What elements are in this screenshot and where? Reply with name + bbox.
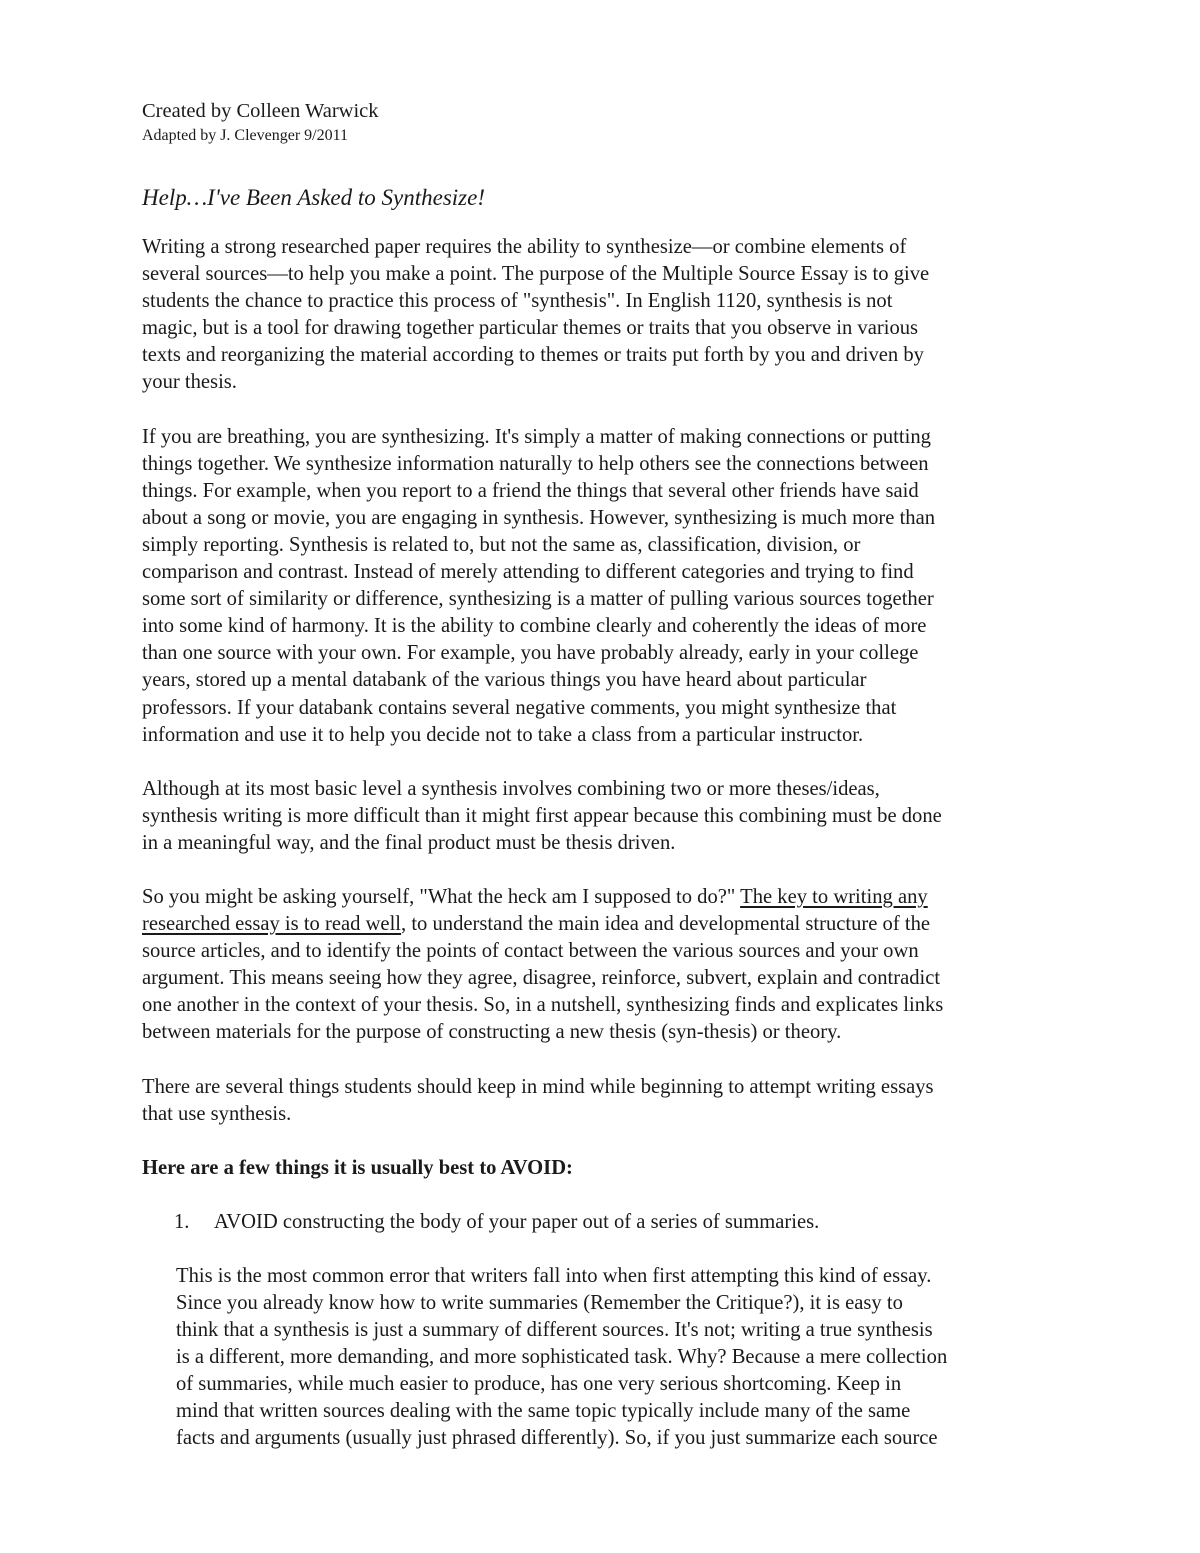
paragraph-key-intro: So you might be asking yourself, "What the heck am I supposed to do?"	[142, 885, 741, 908]
paragraph-basic-level: Although at its most basic level a synthesis involves combining two or more theses/ideas, synthesis writing is more difficult than it might first appear because this combining must be done in a meaningful way, and the final product must be thesis driven.	[142, 777, 942, 854]
paragraph-intro: Writing a strong researched paper requires the ability to synthesize—or combine elements of several sources—to help you make a point. The purpose of the Multiple Source Essay is to give students the chance to practice this process of "synthesis". In English 1120, synthesis is not magic, but is a tool for drawing together particular themes or traits that you observe in various texts and reorganizing the material according to themes or traits put forth by you and driven by your thesis.	[142, 236, 930, 394]
list-item	[142, 1209, 1067, 1236]
list-item-text: AVOID constructing the body of your paper out of a series of summaries.	[214, 1210, 820, 1233]
list-item-number: 1.	[174, 1210, 190, 1233]
avoid-heading: Here are a few things it is usually best to AVOID:	[142, 1156, 573, 1179]
avoid-list	[142, 1209, 1067, 1236]
key-phrase-underlined-1: The key to writing any	[740, 885, 928, 908]
document-title: Help…I've Been Asked to Synthesize!	[142, 185, 485, 210]
document-content	[142, 98, 1067, 1473]
author-line: Created by Colleen Warwick	[142, 100, 379, 122]
paragraph-several-things: There are several things students should keep in mind while beginning to attempt writing essays that use synthesis.	[142, 1075, 934, 1125]
adapted-line: Adapted by J. Clevenger 9/2011	[142, 127, 349, 144]
paragraph-key-rest-2: source articles, and to identify the points of contact between the various sources and your own argument. This means seeing how they agree, disagree, reinforce, subvert, explain and contradict one another in the context of your thesis. So, in a nutshell, synthesizing finds and explicates links between materials for the purpose of constructing a new thesis (syn-thesis) or theory.	[142, 940, 944, 1044]
paragraph-breathing: If you are breathing, you are synthesizing. It's simply a matter of making connections or putting things together. We synthesize information naturally to help others see the connections between things. For example, when you report to a friend the things that several other friends have said about a song or movie, you are engaging in synthesis. However, synthesizing is much more than simply reporting. Synthesis is related to, but not the same as, classification, division, or comparison and contrast. Instead of merely attending to different categories and trying to find some sort of similarity or difference, synthesizing is a matter of pulling various sources together into some kind of harmony. It is the ability to combine clearly and coherently the ideas of more than one source with your own. For example, you have probably already, early in your college years, stored up a mental databank of the various things you have heard about particular professors. If your databank contains several negative comments, you might synthesize that information and use it to help you decide not to take a class from a particular instructor.	[142, 425, 936, 746]
avoid-explanation: This is the most common error that writers fall into when first attempting this kind of essay. Since you already know how to write summaries (Remember the Critique?), it is easy to think that a synthesis is just a summary of different sources. It's not; writing a true synthesis is a different, more demanding, and more sophisticated task. Why? Because a mere collection of summaries, while much easier to produce, has one very serious shortcoming. Keep in mind that written sources dealing with the same topic typically include many of the same facts and arguments (usually just phrased differently). So, if you just summarize each source	[176, 1264, 948, 1450]
paragraph-key-to-writing	[142, 884, 1067, 1047]
paragraph-key-rest-1: , to understand the main idea and developmental structure of the	[401, 913, 931, 936]
key-phrase-underlined-2: researched essay is to read well	[142, 913, 402, 936]
